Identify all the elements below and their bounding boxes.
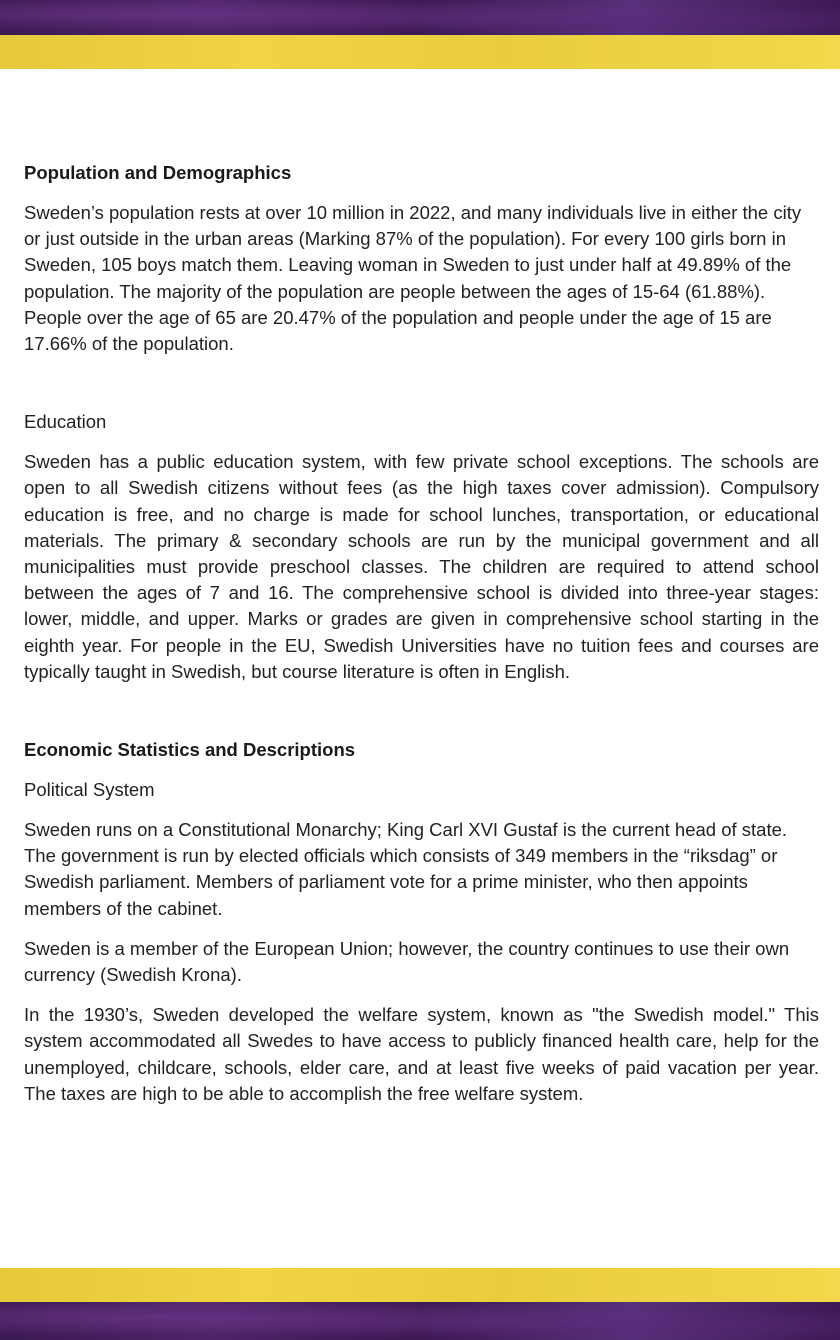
- top-purple-band: [0, 0, 840, 35]
- political-system-subheading: Political System: [24, 779, 155, 801]
- eu-membership-paragraph: Sweden is a member of the European Union; however, the country continues to use their own currency (Swedish Krona).: [24, 937, 790, 986]
- population-heading: Population and Demographics: [24, 162, 292, 183]
- welfare-paragraph: In the 1930’s, Sweden developed the welfare system, known as "the Swedish model." This system accommodated all Swedes to have access to publicly financed health care, help for the unemployed, childcare, schools, elder care, and at least five weeks of paid vacation per year. The taxes are high to be able to accomplish the free welfare system.: [24, 1004, 819, 1104]
- bottom-purple-band: [0, 1302, 840, 1340]
- bottom-yellow-band: [0, 1268, 840, 1302]
- population-paragraph: Sweden’s population rests at over 10 million in 2022, and many individuals live in either the city or just outside in the urban areas (Marking 87% of the population). For every 100 girls born in Sweden, 105 boys match them. Leaving woman in Sweden to just under half at 49.89% of the population. The majority of the population are people between the ages of 15-64 (61.88%). People over the age of 65 are 20.47% of the population and people under the age of 15 are 17.66% of the population.: [24, 202, 802, 355]
- political-system-paragraph: Sweden runs on a Constitutional Monarchy; King Carl XVI Gustaf is the current head of state. The government is run by elected officials which consists of 349 members in the “riksdag” or Swedish parliament. Members of parliament vote for a prime minister, who then appoints members of the cabinet.: [24, 819, 788, 919]
- document-body: [24, 160, 819, 1107]
- education-paragraph: Sweden has a public education system, with few private school exceptions. The schools are open to all Swedish citizens without fees (as the high taxes cover admission). Compulsory education is free, and no charge is made for school lunches, transportation, or educational materials. The primary & secondary schools are run by the municipal government and all municipalities must provide preschool classes. The children are required to attend school between the ages of 7 and 16. The comprehensive school is divided into three-year stages: lower, middle, and upper. Marks or grades are given in comprehensive school starting in the eighth year. For people in the EU, Swedish Universities have no tuition fees and courses are typically taught in Swedish, but course literature is often in English.: [24, 451, 819, 682]
- top-yellow-band: [0, 35, 840, 69]
- economic-heading: Economic Statistics and Descriptions: [24, 739, 356, 761]
- education-heading: Education: [24, 411, 107, 433]
